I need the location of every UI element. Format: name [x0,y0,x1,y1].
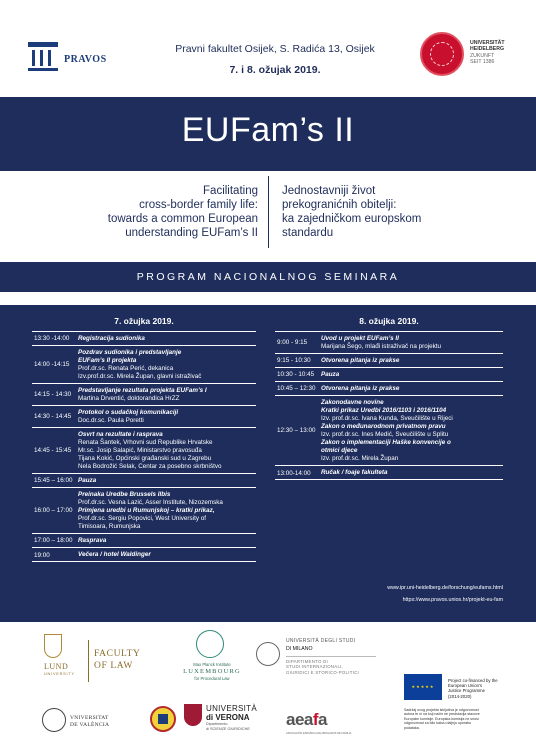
schedule-row [32,345,256,383]
session-time: 14:15 - 14:30 [34,391,72,398]
session-details [78,409,256,425]
session-title: Uvod u projekt EUFam’s II [321,335,399,342]
session-speaker: Prof.dr.sc. Sergiu Popovici, West University of [78,515,206,522]
session-speaker: Marijana Šego, mlađi istraživač na projektu [321,343,442,350]
session-time: 10:45 – 12:30 [277,385,316,392]
title-band [0,97,536,171]
partner-logos [0,622,536,753]
session-title: Rasprava [78,537,107,544]
session-title: Zakonodavne novine [321,399,384,406]
session-time: 19:00 [34,551,50,559]
session-details [321,469,503,477]
schedule-row [32,405,256,427]
day1-heading: 7. ožujka 2019. [114,316,174,326]
url-pravos[interactable]: https://www.pravos.unios.hr/projekt-eu-fam [402,597,503,603]
schedule-row [32,473,256,487]
session-title: Večera / hotel Waldinger [78,551,151,558]
day2-heading: 8. ožujka 2019. [359,316,419,326]
subtitles [0,176,536,256]
session-details [321,399,503,463]
program-band [0,262,536,292]
venue-address: Pravni fakultet Osijek, S. Radića 13, Osijek [175,43,375,55]
session-title: Kratki prikaz Uredbi 2016/1103 i 2016/1104 [321,407,447,414]
eu-flag-icon: ★★★★★ [404,674,442,700]
session-time: 15:45 – 16:00 [34,477,73,484]
session-details [78,349,256,381]
page-title: EUFam’s II [181,111,355,149]
minerva-icon [196,630,224,658]
session-speaker: Renata Šantek, Vrhovni sud Republike Hrvatske [78,439,213,446]
eu-disclaimer: Sadržaj ovog projekta isključiva je odgovornost autora te ni na koji način ne predstavlja stavove Europske komisije. Europska komisija ne snosi odgovornost za bilo kakvu daljnju uporabu podataka. [404,708,480,730]
session-title: Zakon o međunarodnom privatnom pravu [321,423,446,430]
lund-logo: LUND UNIVERSITY FACULTY OF LAW [44,634,164,684]
session-details [321,335,503,351]
subtitle-croatian: Jednostavniji život prekogranićnih obitelji: ka zajedničkom europskom standardu [282,185,422,239]
program-heading: PROGRAM NACIONALNOG SEMINARA [136,271,400,283]
session-speaker: Izv. prof.dr.sc. Mirela Župan [321,455,399,462]
session-title: Pozdrav sudionika i predstavljanje [78,349,182,356]
milano-seal-icon [256,642,280,666]
session-title: Pauza [78,477,97,484]
session-title: Protokol o sudačkoj komunikaciji [78,409,179,416]
schedule-row [275,465,503,480]
heidelberg-seal-icon [420,32,464,76]
session-title: Zakon o implementaciji Haške konvencije o [321,439,451,446]
project-urls [275,585,503,603]
day2-column [275,305,503,480]
schedule-row [275,331,503,353]
subtitle-english: Facilitating cross-border family life: towards a common European understanding EUFam’s II [107,185,258,239]
session-time: 9:15 - 10:30 [277,357,311,364]
session-time: 16:00 – 17:00 [34,507,73,514]
session-title: Pauza [321,371,340,378]
session-time: 14:00 -14:15 [34,361,70,368]
session-speaker: Prof.dr.sc. Renata Perić, dekanica [78,365,174,372]
header [0,0,536,96]
header-info [150,43,400,76]
session-details [321,357,503,365]
url-heidelberg[interactable]: www.ipr.uni-heidelberg.de/forschung/eufams.html [387,585,503,591]
session-speaker: Mr.sc. Josip Salapić, Ministarstvo pravosuđa [78,447,202,454]
session-title: EUFam’s II projekta [78,357,137,364]
session-title: Primjena uredbi u Rumunjskoj – kratki prikaz, [78,507,215,514]
session-time: 13:00-14:00 [277,469,311,477]
pravos-logo-pillar [32,50,35,66]
session-speaker: Prof.dr.sc. Vesna Lazić, Asser Institute, Nizozemska [78,499,223,506]
lund-shield-icon [44,634,62,658]
schedule-row [275,381,503,395]
session-speaker: Tijana Kokić, Općinski građanski sud u Zagrebu [78,455,212,462]
session-time: 14:45 - 15:45 [34,447,72,454]
session-details [78,387,256,403]
valencia-seal-icon [42,708,66,732]
session-title: Predstavljanje rezultata projekta EUFam’s I [78,387,207,394]
schedule-row [32,547,256,562]
session-details [321,385,503,393]
pravos-logo-pillar [48,50,51,66]
session-title: Preinaka Uredbe Brussels IIbis [78,491,171,498]
subtitle-divider [268,176,269,248]
session-time: 10:30 - 10:45 [277,371,315,378]
pravos-logo [28,40,118,76]
schedule [0,305,536,622]
session-time: 14:30 - 14:45 [34,413,72,420]
pravos-logo-base [28,68,58,71]
schedule-row [32,331,256,345]
session-time: 13:30 -14:00 [34,335,70,342]
valencia-logo: VNIVERSITAT DE VALÈNCIA [42,708,122,738]
crest-icon [150,706,176,732]
mpi-logo: Max Planck Institute LUXEMBOURG for Procedural Law [174,630,250,688]
session-time: 17:00 – 18:00 [34,537,73,544]
session-title: Otvorena pitanja iz prakse [321,357,400,364]
schedule-row [32,533,256,547]
session-time: 9:00 - 9:15 [277,339,308,346]
session-details [78,335,256,343]
heidelberg-logo [420,30,520,80]
session-title: Ručak / foaje fakulteta [321,469,388,476]
session-speaker: Izv. prof.dr.sc. Ines Medić, Sveučilište u Splitu [321,431,449,438]
session-details [78,477,256,485]
verona-shield-icon [184,704,202,726]
session-time: 12:30 – 13:00 [277,427,316,434]
day1-column [32,305,256,562]
police-academy-logo [150,706,180,736]
session-speaker: Izv. prof.dr.sc. Ivana Kunda, Sveučilište u Rijeci [321,415,453,422]
session-details [78,491,256,531]
schedule-row [275,353,503,367]
event-dates: 7. i 8. ožujak 2019. [229,64,321,76]
schedule-row [32,427,256,473]
session-speaker: Martina Drventić, doktorandica HrZZ [78,395,180,402]
schedule-row [32,487,256,533]
pravos-label: PRAVOS [64,54,107,65]
session-title: otmici djece [321,447,358,454]
schedule-row [275,367,503,381]
session-speaker: Nela Bodrožić Selak, Centar za posebno skrbništvo [78,463,222,470]
pravos-logo-pillar [40,50,43,66]
session-speaker: Izv.prof.dr.sc. Mirela Župan, glavni istraživač [78,373,202,380]
session-details [78,537,256,545]
verona-logo: UNIVERSITÀ di VERONA Dipartimento di SCIENZE GIURIDICHE [184,704,274,740]
session-title: Otvorena pitanja iz prakse [321,385,400,392]
session-title: Osvrt na rezultate i rasprava [78,431,163,438]
session-title: Registracija sudionika [78,335,145,342]
heidelberg-text: UNIVERSITÄT HEIDELBERG ZUKUNFT SEIT 1386 [470,40,505,66]
aeafa-logo: aeafa ASOCIACIÓN ESPAÑOLA DE ABOGADOS DE FAMILIA [286,710,352,735]
session-details [78,431,256,471]
schedule-row [275,395,503,465]
session-speaker: Doc.dr.sc. Paula Poretti [78,417,144,424]
pravos-logo-bar [28,42,58,47]
milano-logo: UNIVERSITÀ DEGLI STUDI DI MILANO DIPARTIMENTO DI STUDI INTERNAZIONALI, GIURIDICI E STORICO-POLITICI [256,638,406,688]
eu-funding-logo: ★★★★★ Project co-financed by the European Union's Justice Programme (2014-2020) Sadržaj ovog projekta isključiva je odgovornost autora te ni na koji način ne predstavlja stavove Europske komisije. Europska komisija ne snosi odgovornost za bilo kakvu daljnju uporabu podataka. [404,674,516,746]
session-details [78,551,256,559]
schedule-row [32,383,256,405]
session-details [321,371,503,379]
session-speaker: Timisoara, Rumunjska [78,523,141,530]
